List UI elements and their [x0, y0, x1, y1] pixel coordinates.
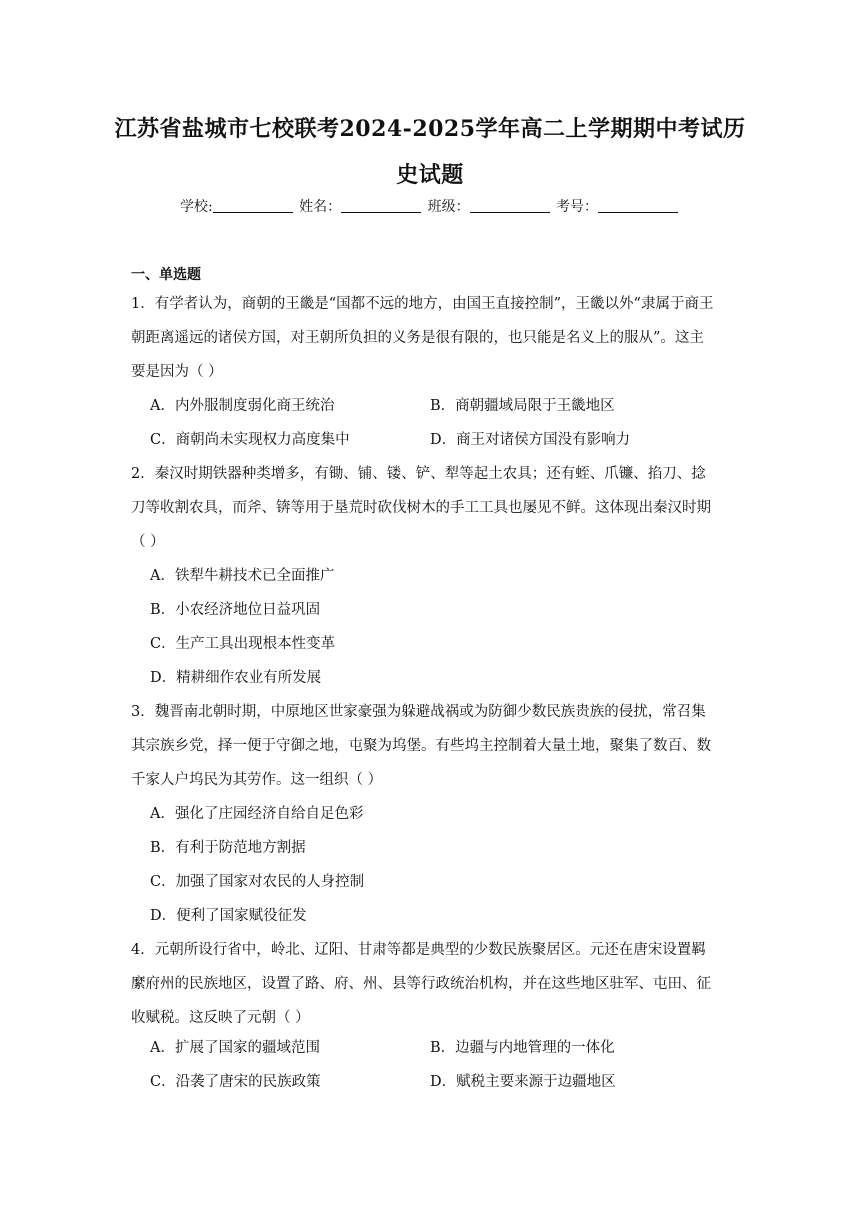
- question-3-option-d: D．便利了国家赋役征发: [150, 908, 307, 924]
- class-label: 班级：: [427, 199, 470, 215]
- question-4-option-b: B．边疆与内地管理的一体化: [430, 1040, 615, 1056]
- question-2-option-d: D．精耕细作农业有所发展: [150, 670, 322, 686]
- question-4-line-2: 縻府州的民族地区，设置了路、府、州、县等行政统治机构，并在这些地区驻军、屯田、征: [131, 976, 711, 992]
- question-4-line-1: 4．元朝所设行省中，岭北、辽阳、甘肃等都是典型的少数民族聚居区。元还在唐宋设置羁: [131, 942, 706, 958]
- name-label: 姓名：: [299, 199, 342, 215]
- question-1-line-2: 朝距离遥远的诸侯方国，对王朝所负担的义务是很有限的，也只能是名义上的服从”。这主: [131, 330, 704, 346]
- question-3-option-a: A．强化了庄园经济自给自足色彩: [150, 806, 364, 822]
- question-1-option-c: C．商朝尚未实现权力高度集中: [150, 432, 350, 448]
- page-title-line-1: 江苏省盐城市七校联考2024-2025学年高二上学期期中考试历: [114, 116, 746, 142]
- section-heading: 一、单选题: [131, 267, 201, 283]
- question-1-line-3: 要是因为（ ）: [131, 364, 223, 380]
- question-1-option-a: A．内外服制度弱化商王统治: [150, 398, 335, 414]
- question-1-option-b: B．商朝疆域局限于王畿地区: [430, 398, 615, 414]
- question-3-option-b: B．有利于防范地方割据: [150, 840, 306, 856]
- question-2-option-b: B．小农经济地位日益巩固: [150, 602, 321, 618]
- question-2-option-c: C．生产工具出现根本性变革: [150, 636, 336, 652]
- question-2-line-3: （ ）: [131, 534, 165, 550]
- question-4-option-c: C．沿袭了唐宋的民族政策: [150, 1074, 321, 1090]
- exam-number-label: 考号：: [556, 199, 599, 215]
- class-blank: [470, 198, 550, 213]
- page-title-line-2: 史试题: [396, 162, 464, 188]
- name-blank: [341, 198, 421, 213]
- school-blank: [213, 198, 293, 213]
- question-1-option-d: D．商王对诸侯方国没有影响力: [430, 432, 631, 448]
- question-2-option-a: A．铁犁牛耕技术已全面推广: [150, 568, 335, 584]
- question-2-line-1: 2．秦汉时期铁器种类增多，有锄、铺、镂、铲、犁等起土农具；还有蛭、爪镰、掐刀、捻: [131, 466, 706, 482]
- question-3-line-3: 千家人户坞民为其劳作。这一组织（ ）: [131, 772, 383, 788]
- question-3-line-1: 3．魏晋南北朝时期，中原地区世家豪强为躲避战祸或为防御少数民族贵族的侵扰，常召集: [131, 704, 706, 720]
- question-3-line-2: 其宗族乡党，择一便于守御之地，屯聚为坞堡。有些坞主控制着大量土地，聚集了数百、数: [131, 738, 711, 754]
- question-4-option-d: D．赋税主要来源于边疆地区: [430, 1074, 616, 1090]
- school-label: 学校:: [179, 199, 213, 215]
- question-4-option-a: A．扩展了国家的疆域范围: [150, 1040, 320, 1056]
- question-2-line-2: 刀等收割农具，而斧、锛等用于垦荒时砍伐树木的手工工具也屡见不鲜。这体现出秦汉时期: [131, 500, 711, 516]
- question-4-line-3: 收赋税。这反映了元朝（ ）: [131, 1010, 310, 1026]
- student-info-row: [0, 196, 860, 216]
- question-3-option-c: C．加强了国家对农民的人身控制: [150, 874, 365, 890]
- exam-number-blank: [598, 198, 678, 213]
- question-1-line-1: 1．有学者认为，商朝的王畿是“国都不远的地方，由国王直接控制”，王畿以外“隶属于商王: [131, 296, 714, 312]
